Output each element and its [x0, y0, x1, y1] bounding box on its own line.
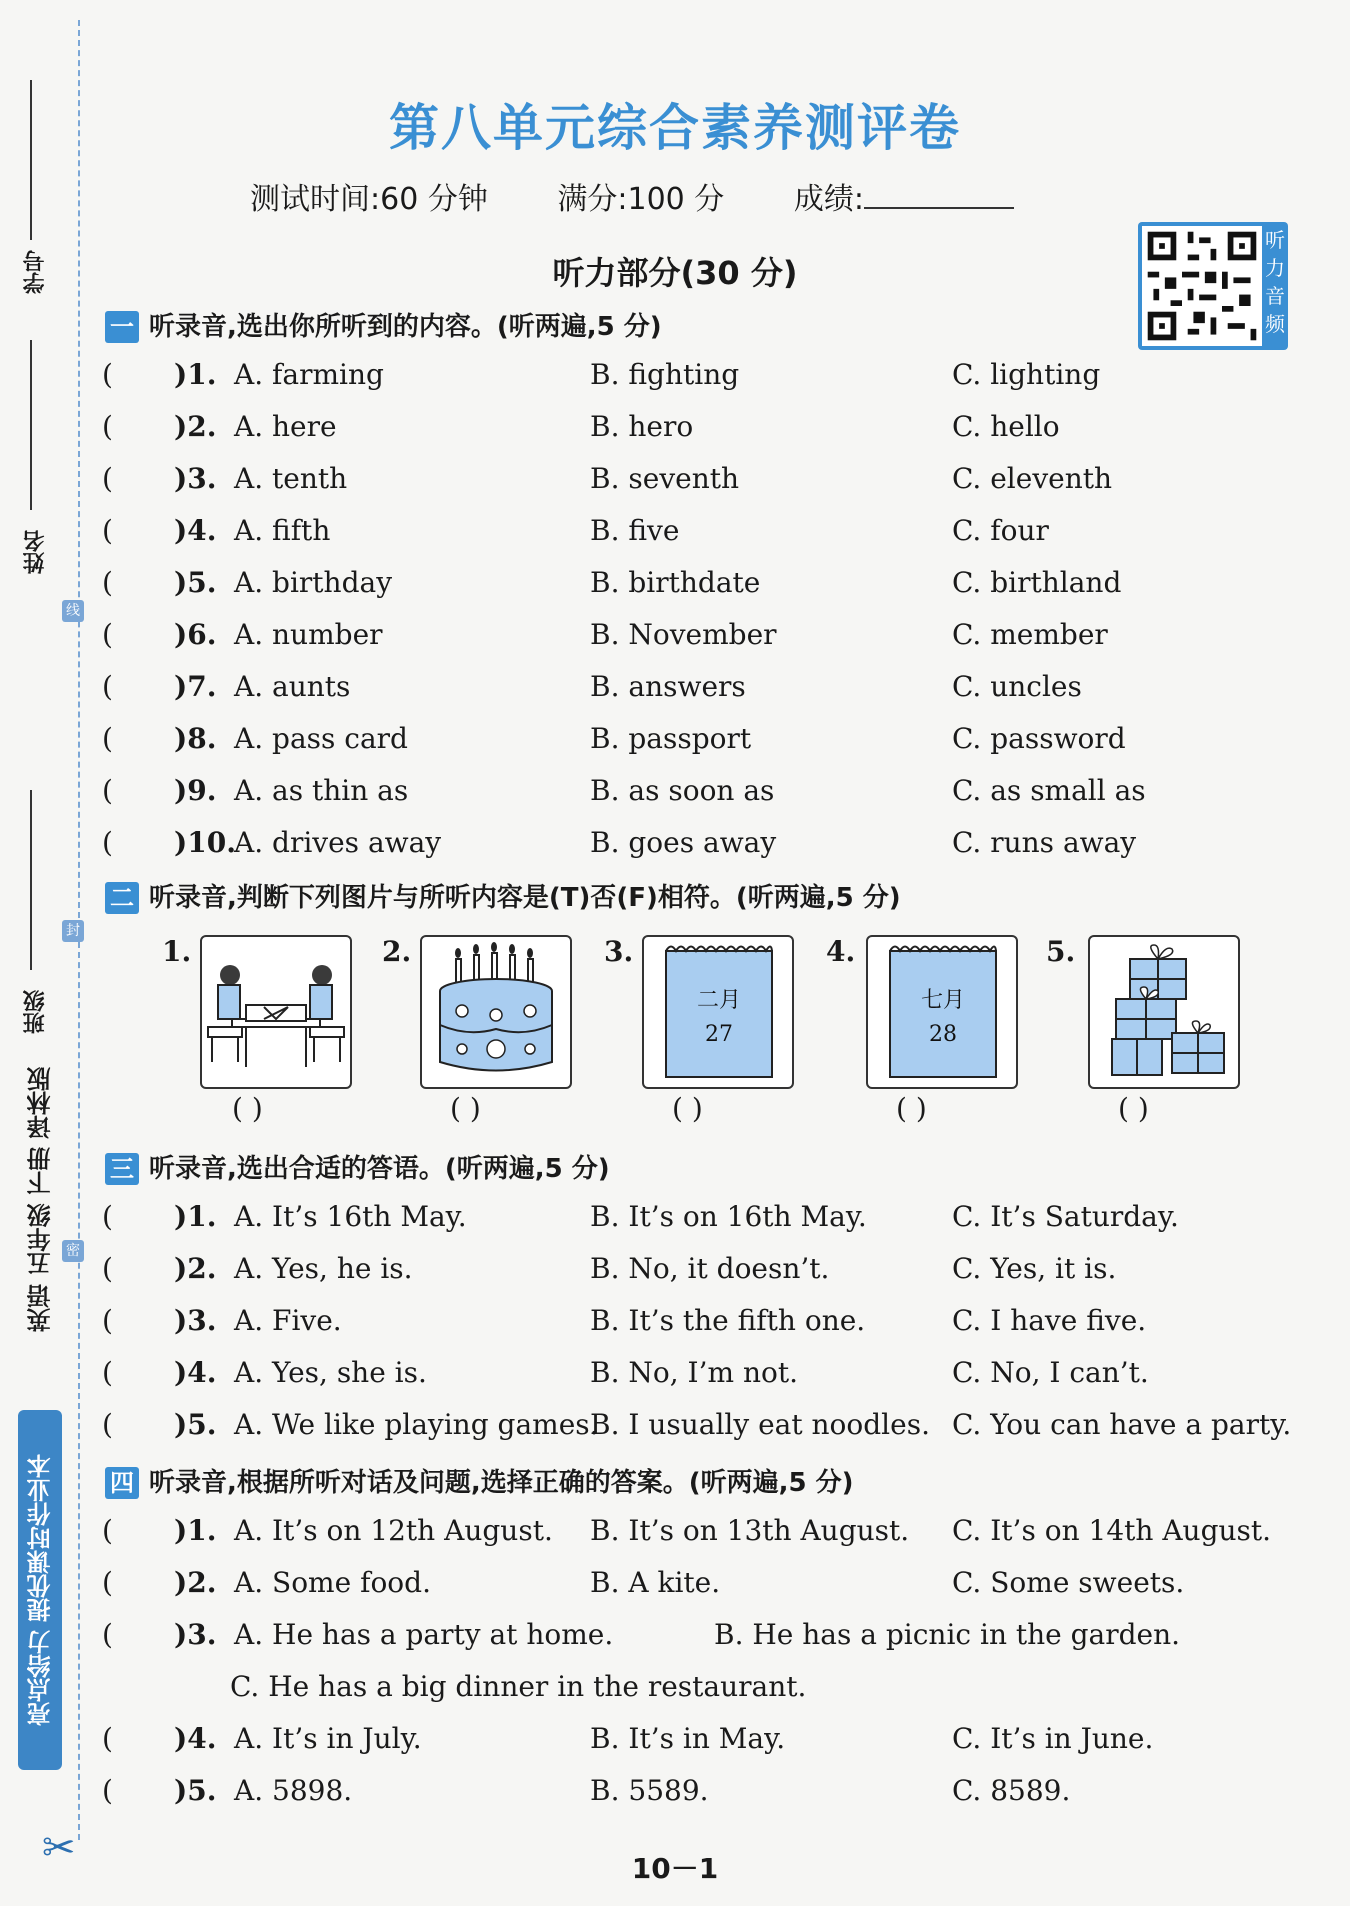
option-c: C. It’s on 14th August.: [952, 1514, 1272, 1547]
question-row: [102, 410, 1302, 450]
option-a: A. Five.: [234, 1304, 342, 1337]
option-b: B. It’s the fifth one.: [590, 1304, 866, 1337]
answer-paren[interactable]: (: [102, 826, 113, 859]
question-number: )4.: [174, 1722, 217, 1755]
question-row: [102, 826, 1302, 866]
answer-blank[interactable]: ( ): [450, 1092, 481, 1125]
option-b: B. It’s on 13th August.: [590, 1514, 910, 1547]
question-number: )2.: [174, 1252, 217, 1285]
option-c: C. You can have a party.: [952, 1408, 1292, 1441]
question-number: )3.: [174, 1618, 217, 1651]
answer-paren[interactable]: (: [102, 1252, 113, 1285]
question-number: )5.: [174, 566, 217, 599]
section-title: 听录音,判断下列图片与所听内容是(T)否(F)相符。(听两遍,5 分): [149, 883, 901, 913]
option-c: C. uncles: [952, 670, 1082, 703]
question-row: [102, 1408, 1302, 1448]
question-number: )3.: [174, 462, 217, 495]
option-a: A. Yes, he is.: [234, 1252, 413, 1285]
section-1-heading: [105, 306, 662, 343]
question-number: )5.: [174, 1774, 217, 1807]
answer-paren[interactable]: (: [102, 774, 113, 807]
option-a: A. tenth: [234, 462, 348, 495]
option-b: B. 5589.: [590, 1774, 709, 1807]
option-c: C. Yes, it is.: [952, 1252, 1117, 1285]
picture-number: 5.: [1046, 935, 1076, 968]
option-b: B. November: [590, 618, 777, 651]
question-row: [102, 722, 1302, 762]
option-b: B. I usually eat noodles.: [590, 1408, 930, 1441]
calendar-icon: [866, 935, 1018, 1089]
option-c: C. It’s Saturday.: [952, 1200, 1179, 1233]
option-a: A. It’s 16th May.: [234, 1200, 467, 1233]
calendar-day: 28: [929, 1022, 957, 1047]
answer-paren[interactable]: (: [102, 618, 113, 651]
question-row: [102, 514, 1302, 554]
option-c: C. Some sweets.: [952, 1566, 1185, 1599]
option-c: C. He has a big dinner in the restaurant.: [230, 1670, 807, 1703]
option-c: C. I have five.: [952, 1304, 1147, 1337]
calendar-icon: [642, 935, 794, 1089]
answer-paren[interactable]: (: [102, 1514, 113, 1547]
section-title: 听录音,选出你所听到的内容。(听两遍,5 分): [149, 312, 662, 342]
option-b: B. answers: [590, 670, 746, 703]
section-number: 三: [105, 1153, 139, 1185]
answer-blank[interactable]: ( ): [896, 1092, 927, 1125]
option-a: A. Some food.: [234, 1566, 431, 1599]
question-number: )5.: [174, 1408, 217, 1441]
section-title: 听录音,根据所听对话及问题,选择正确的答案。(听两遍,5 分): [149, 1468, 854, 1498]
qr-caption: 听 力 音 频: [1265, 228, 1285, 336]
option-a: A. 5898.: [234, 1774, 353, 1807]
answer-paren[interactable]: (: [102, 1774, 113, 1807]
scissors-icon: ✂: [42, 1825, 76, 1871]
answer-paren[interactable]: (: [102, 1618, 113, 1651]
answer-paren[interactable]: (: [102, 1356, 113, 1389]
option-b: B. No, it doesn’t.: [590, 1252, 830, 1285]
question-row: [102, 1252, 1302, 1292]
question-number: )1.: [174, 1514, 217, 1547]
question-number: )7.: [174, 670, 217, 703]
score-blank[interactable]: [864, 207, 1014, 209]
question-row: [102, 1722, 1302, 1762]
section-4-heading: [105, 1462, 854, 1499]
score-label: 成绩:: [793, 182, 864, 217]
picture-number: 1.: [162, 935, 192, 968]
option-a: A. birthday: [234, 566, 393, 599]
page-number: 10－1: [631, 1852, 719, 1885]
question-number: )8.: [174, 722, 217, 755]
question-row: [102, 1200, 1302, 1240]
question-row: [102, 618, 1302, 658]
question-row: [102, 1356, 1302, 1396]
question-row: [102, 774, 1302, 814]
section-number: 二: [105, 882, 139, 914]
series-label: 英语 五年级 下册 译林版: [26, 1067, 55, 1333]
question-number: )6.: [174, 618, 217, 651]
option-c: C. password: [952, 722, 1126, 755]
answer-paren[interactable]: (: [102, 1304, 113, 1337]
gift-boxes-icon: [1088, 935, 1240, 1089]
picture-number: 3.: [604, 935, 634, 968]
option-a: A. We like playing games.: [234, 1408, 599, 1441]
option-a: A. Yes, she is.: [234, 1356, 427, 1389]
option-b: B. as soon as: [590, 774, 775, 807]
option-c: C. four: [952, 514, 1049, 547]
answer-blank[interactable]: ( ): [1118, 1092, 1149, 1125]
question-row: [102, 1304, 1302, 1344]
option-c: C. birthland: [952, 566, 1122, 599]
seal-seal-mark: 封: [62, 920, 84, 942]
question-row: [102, 462, 1302, 502]
option-c: C. hello: [952, 410, 1060, 443]
section-number: 一: [105, 311, 139, 343]
option-b: B. He has a picnic in the garden.: [714, 1618, 1181, 1651]
answer-paren[interactable]: (: [102, 1722, 113, 1755]
class-field[interactable]: [20, 990, 51, 1034]
question-row: [102, 1618, 1302, 1703]
full-marks: 满分:100 分: [557, 182, 725, 217]
answer-paren[interactable]: (: [102, 358, 113, 391]
section-2-heading: [105, 877, 901, 914]
student-id-label: 学号: [23, 250, 48, 294]
time-limit: 测试时间:60 分钟: [250, 182, 488, 217]
answer-blank[interactable]: ( ): [672, 1092, 703, 1125]
option-b: B. seventh: [590, 462, 740, 495]
class-label: 班级: [23, 990, 48, 1034]
student-name-field[interactable]: [20, 530, 51, 574]
question-row: [102, 1566, 1302, 1606]
option-c: C. 8589.: [952, 1774, 1071, 1807]
option-b: B. hero: [590, 410, 694, 443]
option-b: B. No, I’m not.: [590, 1356, 798, 1389]
option-a: A. drives away: [234, 826, 442, 859]
question-row: [102, 670, 1302, 710]
brand-label: 亮点给力 提优课时作业本: [18, 1410, 62, 1770]
answer-paren[interactable]: (: [102, 722, 113, 755]
page-title: 第八单元综合素养测评卷: [389, 99, 961, 157]
option-a: A. number: [234, 618, 383, 651]
seal-secret-mark: 密: [62, 1240, 84, 1262]
option-b: B. passport: [590, 722, 752, 755]
seal-line-mark: 线: [62, 600, 84, 622]
birthday-cake-icon: [420, 935, 572, 1089]
calendar-month: 二月: [696, 988, 742, 1013]
question-number: )1.: [174, 358, 217, 391]
answer-paren[interactable]: (: [102, 1200, 113, 1233]
option-c: C. eleventh: [952, 462, 1113, 495]
question-number: )1.: [174, 1200, 217, 1233]
exam-meta: [250, 174, 1074, 218]
calendar-day: 27: [705, 1022, 733, 1047]
option-a: A. here: [234, 410, 337, 443]
question-number: )2.: [174, 1566, 217, 1599]
option-a: A. as thin as: [234, 774, 409, 807]
question-number: )10.: [174, 826, 236, 859]
option-c: C. member: [952, 618, 1108, 651]
picture-number: 2.: [382, 935, 412, 968]
option-a: A. It’s on 12th August.: [234, 1514, 553, 1547]
option-b: B. It’s in May.: [590, 1722, 786, 1755]
option-b: B. fighting: [590, 358, 740, 391]
option-a: A. He has a party at home.: [234, 1618, 614, 1651]
question-row: [102, 1774, 1302, 1814]
student-name-label: 姓名: [23, 530, 48, 574]
question-number: )3.: [174, 1304, 217, 1337]
part-title: 听力部分(30 分): [552, 254, 798, 292]
answer-blank[interactable]: ( ): [232, 1092, 263, 1125]
answer-paren[interactable]: (: [102, 410, 113, 443]
option-b: B. A kite.: [590, 1566, 721, 1599]
question-row: [102, 1514, 1302, 1554]
option-a: A. farming: [234, 358, 384, 391]
answer-paren[interactable]: (: [102, 514, 113, 547]
option-a: A. pass card: [234, 722, 408, 755]
option-a: A. fifth: [234, 514, 331, 547]
option-c: C. runs away: [952, 826, 1137, 859]
option-c: C. as small as: [952, 774, 1146, 807]
option-c: C. It’s in June.: [952, 1722, 1154, 1755]
answer-paren[interactable]: (: [102, 462, 113, 495]
option-a: A. aunts: [234, 670, 351, 703]
answer-paren[interactable]: (: [102, 1408, 113, 1441]
question-row: [102, 358, 1302, 398]
section-title: 听录音,选出合适的答语。(听两遍,5 分): [149, 1154, 610, 1184]
option-a: A. It’s in July.: [234, 1722, 422, 1755]
question-number: )4.: [174, 514, 217, 547]
question-number: )9.: [174, 774, 217, 807]
question-row: [102, 566, 1302, 606]
option-b: B. It’s on 16th May.: [590, 1200, 867, 1233]
section-number: 四: [105, 1467, 139, 1499]
option-b: B. birthdate: [590, 566, 761, 599]
option-c: C. No, I can’t.: [952, 1356, 1149, 1389]
kids-playing-game-icon: [200, 935, 352, 1089]
option-c: C. lighting: [952, 358, 1101, 391]
answer-paren[interactable]: (: [102, 566, 113, 599]
section-3-heading: [105, 1148, 610, 1185]
calendar-month: 七月: [920, 988, 966, 1013]
option-b: B. five: [590, 514, 680, 547]
question-number: )4.: [174, 1356, 217, 1389]
picture-number: 4.: [826, 935, 856, 968]
answer-paren[interactable]: (: [102, 670, 113, 703]
option-b: B. goes away: [590, 826, 777, 859]
question-number: )2.: [174, 410, 217, 443]
answer-paren[interactable]: (: [102, 1566, 113, 1599]
